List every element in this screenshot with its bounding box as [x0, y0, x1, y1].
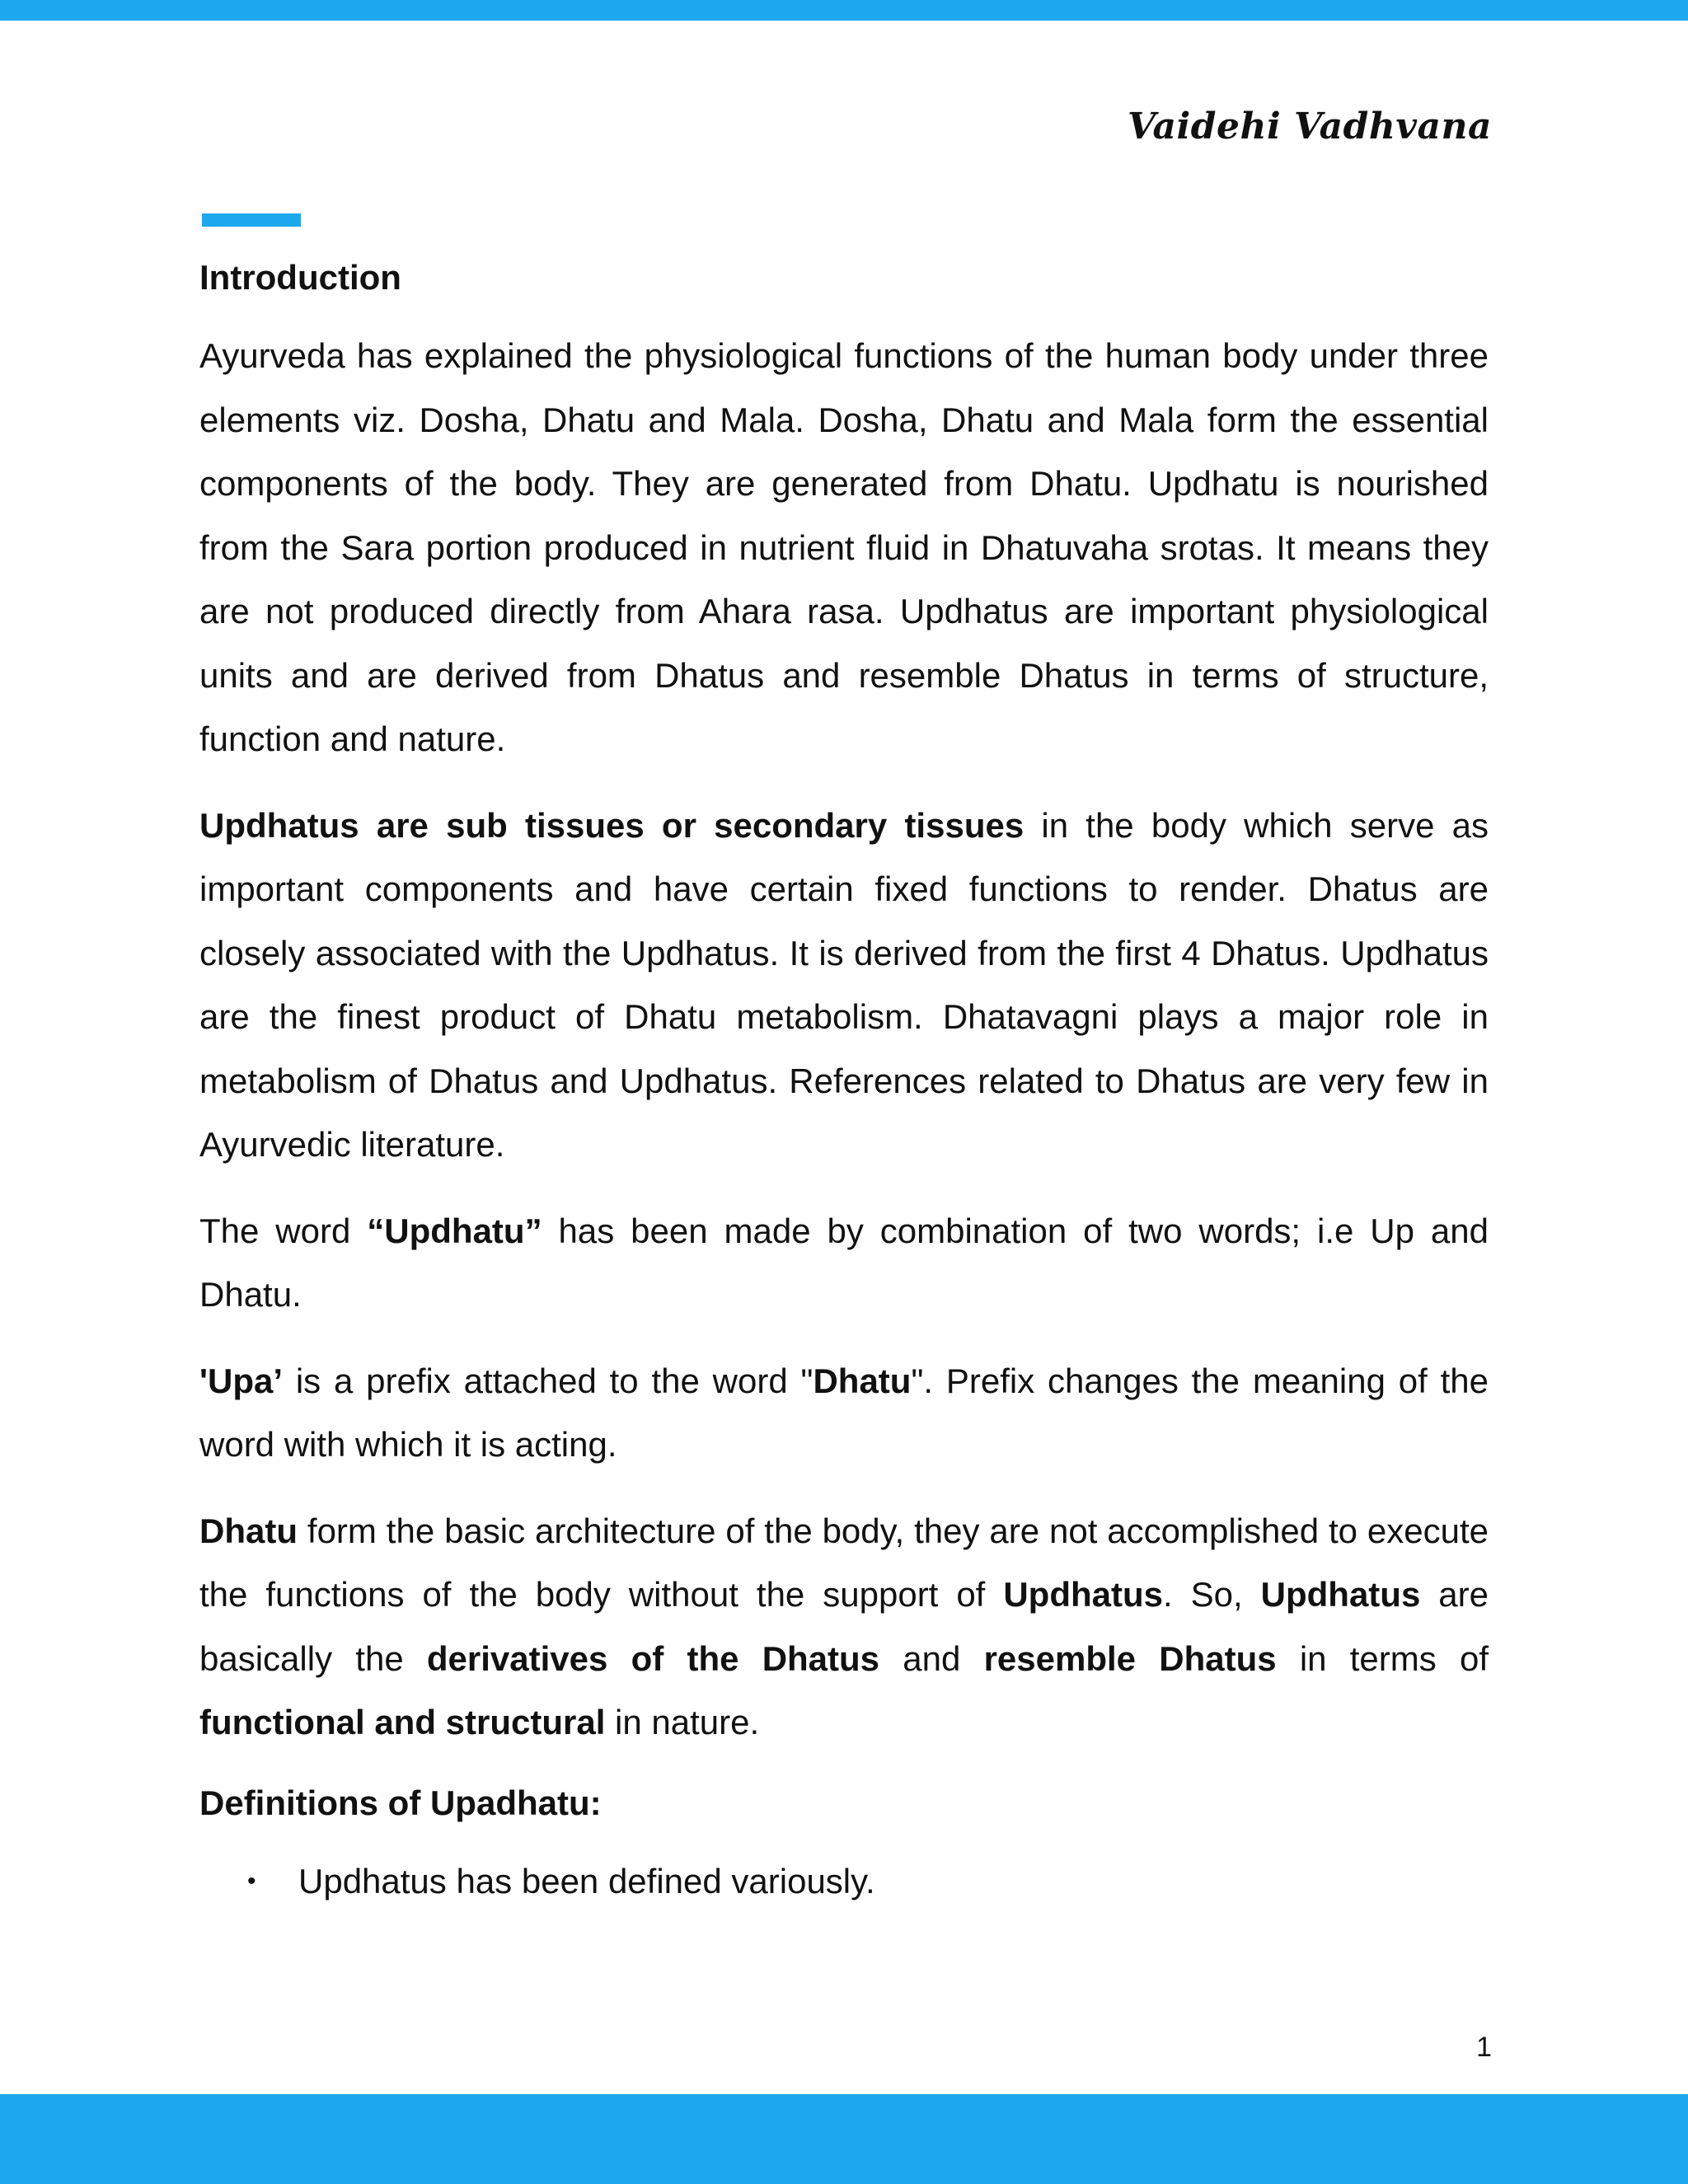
bold-text-run: “Updhatu” — [367, 1211, 542, 1250]
text-run: in the body which serve as important components and have certain fixed functions to render. Dhatus are closely associated with the Updhatus. It is derived from the first 4 Dhatus. Updhatus are the finest product of Dhatu metabolism. Dhatavagni plays a major role in metabolism of Dhatus and Updhatus. References related to Dhatus are very few in Ayurvedic literature. — [199, 805, 1489, 1164]
bold-text-run: 'Upa’ — [199, 1361, 284, 1400]
text-run: and — [879, 1638, 984, 1678]
bold-text-run: Updhatus — [1260, 1575, 1421, 1614]
paragraph — [199, 324, 1489, 771]
bottom-accent-bar — [0, 2094, 1688, 2184]
document-body — [199, 251, 1489, 1913]
definitions-subheading: Definitions of Upadhatu: — [199, 1783, 602, 1822]
bold-text-run: Updhatus are sub tissues or secondary tissues — [199, 805, 1025, 845]
text-run: The word — [199, 1211, 368, 1250]
bold-text-run: resemble Dhatus — [983, 1638, 1277, 1678]
text-run: Ayurveda has explained the physiological functions of the human body under three elements viz. Dosha, Dhatu and Mala. Dosha, Dhatu and Mala form the essential components of the body. They are generated from Dhatu. Updhatu is nourished from the Sara portion produced in nutrient fluid in Dhatuvaha srotas. It means they are not produced directly from Ahara rasa. Updhatus are important physiological units and are derived from Dhatus and resemble Dhatus in terms of structure, function and nature. — [199, 336, 1489, 758]
list-item — [199, 1849, 1489, 1914]
top-accent-bar — [0, 0, 1688, 21]
author-signature: Vaidehi Vadhvana — [1127, 105, 1492, 148]
bold-text-run: Dhatu — [199, 1511, 298, 1550]
page-number: 1 — [1476, 2032, 1492, 2063]
bold-text-run: derivatives of the Dhatus — [426, 1638, 880, 1678]
heading-accent-rule — [202, 213, 301, 227]
section-heading: Introduction — [199, 258, 401, 297]
text-run: has been made by combination of two words; i.e Up and Dhatu. — [199, 1211, 1489, 1314]
bold-text-run: functional and structural — [199, 1703, 606, 1741]
text-run: in nature. — [605, 1703, 760, 1741]
list-item-text: Updhatus has been defined variously. — [298, 1861, 875, 1900]
text-run: ". Prefix changes the meaning of the word with which it is acting. — [199, 1361, 1489, 1464]
text-run: form the basic architecture of the body, they are not accomplished to execute the functions of the body without the support of — [199, 1511, 1489, 1614]
text-run: are basically the — [199, 1575, 1489, 1678]
paragraph — [199, 1349, 1489, 1477]
bold-text-run: Dhatu — [813, 1361, 912, 1400]
paragraph — [199, 794, 1489, 1177]
text-run: in terms of — [1276, 1638, 1489, 1678]
paragraph — [199, 1199, 1489, 1327]
bold-text-run: Updhatus — [1003, 1575, 1163, 1614]
definitions-list — [199, 1849, 1489, 1914]
text-run: is a prefix attached to the word " — [283, 1361, 814, 1400]
text-run: . So, — [1162, 1575, 1261, 1614]
bullet-icon: • — [247, 1867, 256, 1895]
paragraph — [199, 1499, 1489, 1755]
